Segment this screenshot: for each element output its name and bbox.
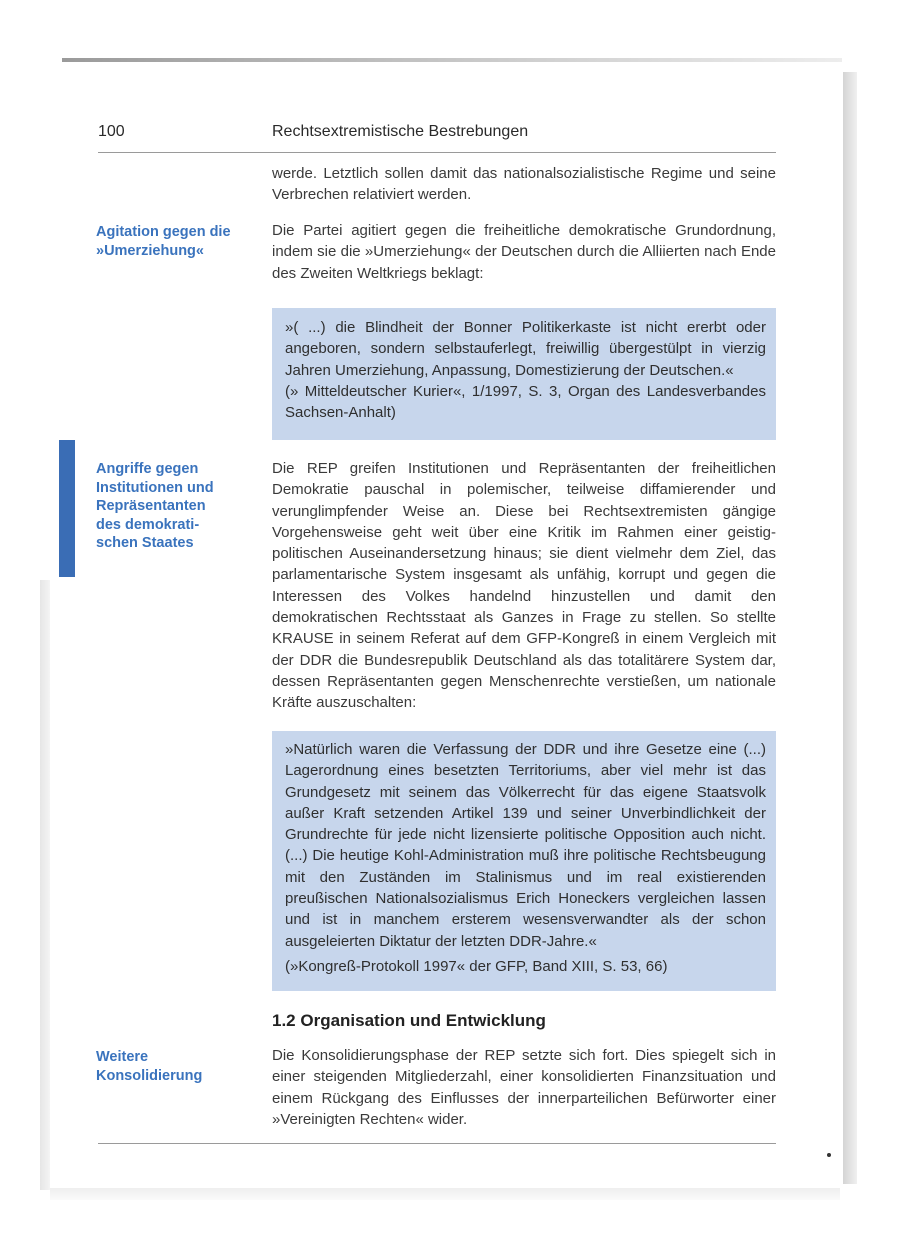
margin-note-consolidation xyxy=(96,1048,256,1085)
paragraph-text: Die Partei agitiert gegen die freiheitliche demokratische Grundordnung, indem sie die »Umerziehung« der Deutschen durch die Alliierten nach Ende des Zweiten Weltkriegs beklagt: xyxy=(272,222,776,282)
chapter-marker-bar xyxy=(59,440,75,577)
margin-note-line: schen Staates xyxy=(96,535,194,551)
paragraph-agitation xyxy=(272,220,776,284)
scan-edge-top xyxy=(62,58,842,62)
margin-note-attacks xyxy=(96,460,256,553)
scan-speck xyxy=(827,1153,831,1157)
margin-note-line: Konsolidierung xyxy=(96,1067,203,1084)
paragraph-text: Die Konsolidierungsphase der REP setzte sich fort. Dies spiegelt sich in einer steigenden Mitgliederzahl, einer konsolidierten Finanzsituation und einem Rückgang des Einflusses der innerparteilichen Befürworter einer »Vereinigten Rechten« wider. xyxy=(272,1047,776,1128)
scan-edge-right xyxy=(843,72,857,1184)
paragraph-consolidation xyxy=(272,1045,776,1130)
margin-note-line: Agitation gegen die xyxy=(96,224,231,240)
paragraph-attacks xyxy=(272,458,776,714)
margin-note-line: des demokrati- xyxy=(96,516,200,533)
margin-note-line: »Umerziehung« xyxy=(96,242,204,259)
scan-edge-left xyxy=(40,580,50,1190)
margin-note-line: Repräsentanten xyxy=(96,498,206,514)
quote-source: (» Mitteldeutscher Kurier«, 1/1997, S. 3, Organ des Landesverbandes Sachsen-Anhalt) xyxy=(285,382,766,422)
margin-note-line: Weitere xyxy=(96,1049,149,1065)
section-heading: 1.2 Organisation und Entwicklung xyxy=(272,1011,546,1030)
paragraph-text: werde. Letztlich sollen damit das nationalsozialistische Regime und seine Verbrechen relativiert werden. xyxy=(272,165,776,204)
paragraph-text: Die REP greifen Institutionen und Repräsentanten der freiheitlichen Demokratie pauschal in polemischer, teilweise diffamierender und verunglimpfender Weise an. Diese bei Rechtsextremisten gängige Vorgehensweise geht weit über eine Kritik im Rahmen einer geistig-politischen Auseinandersetzung hinaus; sie dient vielmehr dem Ziel, das parlamentarische System insgesamt als unfähig, korrupt und gegen die Interessen des Volkes handelnd hinzustellen und damit den demokratischen Rechtsstaat als Ganzes in Frage zu stellen. So stellte KRAUSE in seinem Referat auf dem GFP-Kongreß in einem Vergleich mit der DDR die Bundesrepublik Deutschland als das totalitärere System dar, dessen Repräsentanten gegen Menschenrechte verstießen, um nationale Kräfte auszuschalten: xyxy=(272,460,776,712)
margin-note-line: Institutionen und xyxy=(96,479,214,496)
margin-note-line: Angriffe gegen xyxy=(96,461,199,477)
running-title: Rechtsextremistische Bestrebungen xyxy=(272,123,529,140)
page-number: 100 xyxy=(98,123,125,140)
quote-box-first xyxy=(272,308,776,440)
footer-rule xyxy=(98,1143,776,1144)
quote-source: (»Kongreß-Protokoll 1997« der GFP, Band XIII, S. 53, 66) xyxy=(285,957,668,975)
margin-note-agitation xyxy=(96,223,256,260)
paragraph-intro-continuation xyxy=(272,163,776,206)
quote-text: »( ...) die Blindheit der Bonner Politikerkaste ist nicht ererbt oder angeboren, sondern selbstauferlegt, freiwillig übergestülpt in vierzig Jahren Umerziehung, Anpassung, Domestizierung der Deutschen.« xyxy=(285,319,766,379)
quote-box-second xyxy=(272,731,776,991)
scan-edge-bottom xyxy=(50,1188,840,1200)
quote-text: »Natürlich waren die Verfassung der DDR und ihre Gesetze eine (...) Lagerordnung eines besetzten Territoriums, aber viel mehr ist das Grundgesetz mit seinem das Völkerrecht für das eigene Staatsvolk außer Kraft setzenden Artikel 139 und seiner Unverbindlichkeit der Grundrechte für jede nicht lizensierte politische Opposition auch nicht. (...) Die heutige Kohl-Administration muß ihre politische Rechtsbeugung mit den Zuständen im Stalinismus und im real existierenden preußischen Nationalsozialismus Erich Honeckers vergleichen lassen und ist in manchem ersterem wesensverwandter als der schon ausgeleierten Diktatur der letzten DDR-Jahre.« xyxy=(285,741,766,950)
page-header xyxy=(98,120,776,153)
